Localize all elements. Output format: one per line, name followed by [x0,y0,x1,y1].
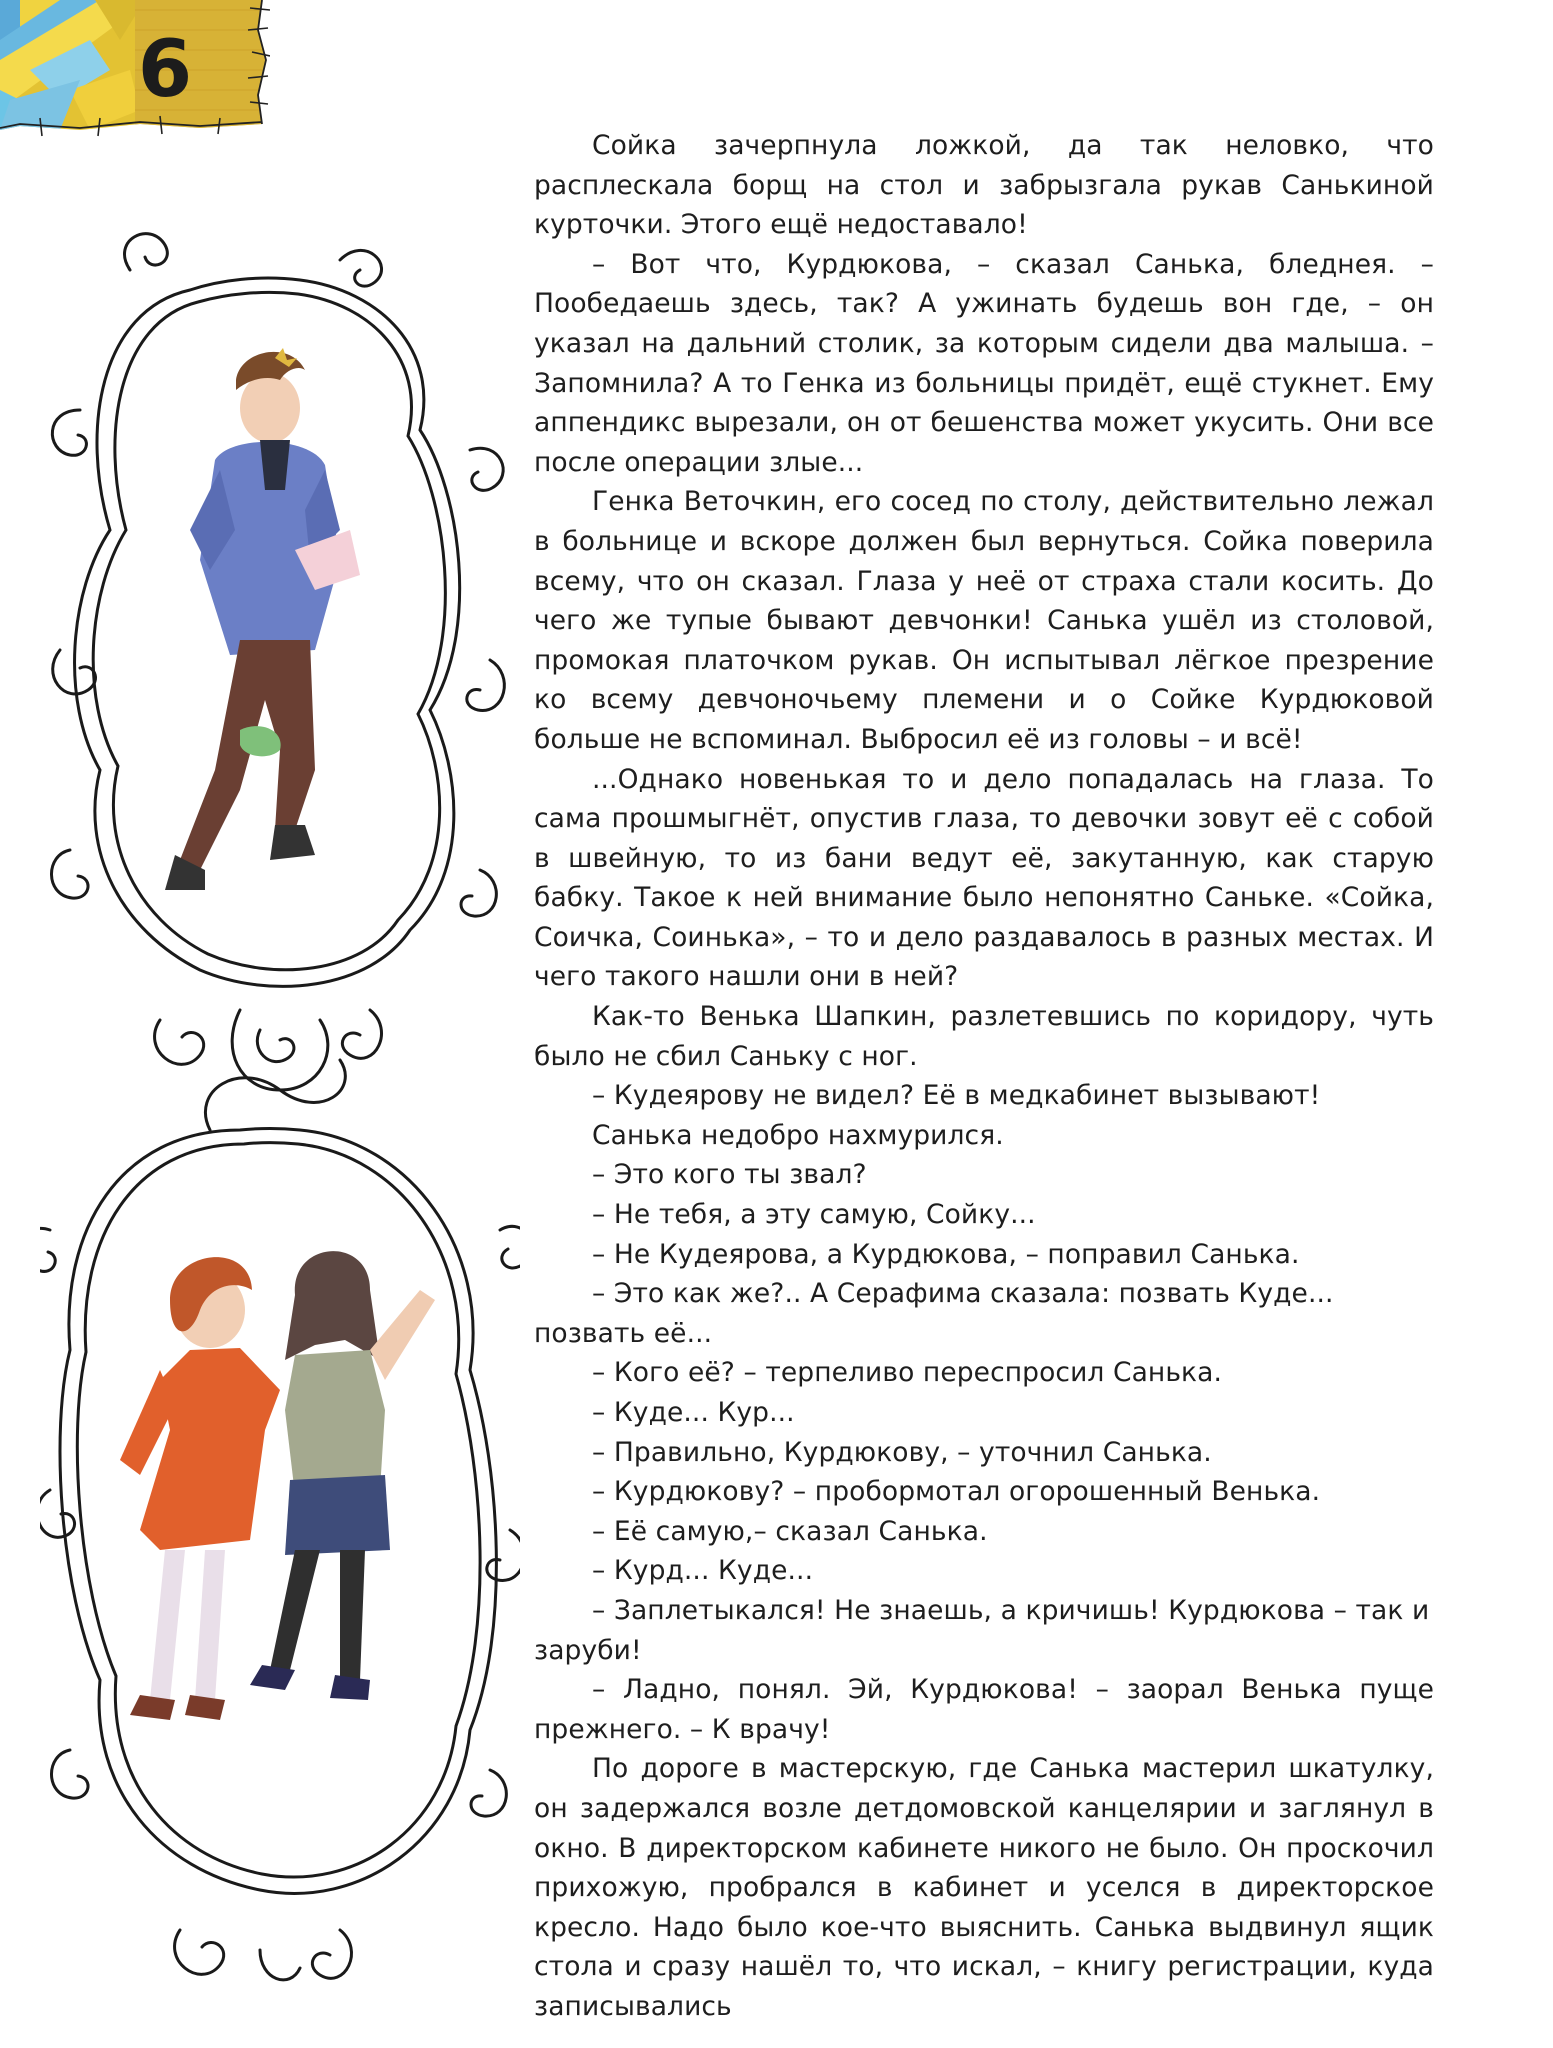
dialogue-line: – Правильно, Курдюкову, – уточнил Санька. [592,1436,1212,1468]
dialogue-line: – Куде... Кур... [592,1397,795,1428]
two-girls-illustration-icon [120,1251,435,1720]
dialogue-line: – Её самую,– сказал Санька. [592,1515,988,1547]
dialogue-line: – Не Кудеярова, а Курдюкова, – поправил Санька. [592,1238,1300,1270]
illustration-column [40,230,520,2020]
paragraph: Сойка зачерпнула ложкой, да так неловко, что расплескала борщ на стол и забрызгала рукав Санькиной курточки. Этого ещё недоставало! [534,130,1434,241]
dialogue-line: Санька недобро нахмурился. [592,1119,1004,1151]
dialogue-line: – Это кого ты звал? [592,1159,867,1191]
dialogue-line: – Кудеярову не видел? Её в медкабинет вызывают! [592,1080,1321,1112]
story-text [534,126,1434,2027]
paragraph: По дороге в мастерскую, где Санька мастерил шкатулку, он задержался возле детдомовской канцелярии и заглянул в окно. В директорском кабинете никого не было. Он проскочил прихожую, пробрался в кабинет и уселся в директорское кресло. Надо было кое-что выяснить. Санька выдвинул ящик стола и сразу нашёл то, что искал, – книгу регистрации, куда записывались [534,1753,1434,2022]
paragraph: – Вот что, Курдюкова, – сказал Санька, бледнея. – Пообедаешь здесь, так? А ужинать будешь вон где, – он указал на дальний столик, за которым сидели два малыша. – Запомнила? А то Генка из больницы придёт, ещё стукнет. Ему аппендикс вырезали, он от бешенства может укусить. Они все после операции злые... [534,248,1434,478]
dialogue-line: – Это как же?.. А Серафима сказала: позвать Куде... позвать её... [534,1278,1334,1349]
ornamental-swirl-frame-icon [40,230,520,2020]
dialogue-line: – Заплетыкался! Не знаешь, а кричишь! Курдюкова – так и заруби! [534,1594,1430,1666]
paragraph: ...Однако новенькая то и дело попадалась на глаза. То сама прошмыгнёт, опустив глаза, то девочки зовут её с собой в швейную, то из бани ведут её, закутанную, как старую бабку. Такое к ней внимание было непонятно Саньке. «Сойка, Соичка, Соинька», – то и дело раздавалось в разных местах. И чего такого нашли они в ней? [534,763,1434,993]
page-number: 6 [137,25,193,115]
boy-in-blue-jacket-illustration-icon [165,348,360,890]
paragraph: Как-то Венька Шапкин, разлетевшись по коридору, чуть было не сбил Саньку с ног. [534,1001,1434,1072]
dialogue-line: – Курдюкову? – пробормотал огорошенный Венька. [592,1476,1321,1508]
page-number-badge [0,0,270,140]
dialogue-line: – Не тебя, а эту самую, Сойку... [592,1199,1036,1231]
dialogue-line: – Курд... Куде... [592,1555,814,1587]
dialogue-line: – Кого её? – терпеливо переспросил Санька. [592,1357,1223,1389]
paragraph: Генка Веточкин, его сосед по столу, действительно лежал в больнице и вскоре должен был вернуться. Сойка поверила всему, что он сказал. Глаза у неё от страха стали косить. До чего же тупые бывают девчонки! Санька ушёл из столовой, промокая платочком рукав. Он испытывал лёгкое презрение ко всему девчоночьему племени и о Сойке Курдюковой больше не вспоминал. Выбросил её из головы – и всё! [534,486,1434,755]
dialogue-line: – Ладно, понял. Эй, Курдюкова! – заорал Венька пуще прежнего. – К врачу! [534,1674,1434,1745]
